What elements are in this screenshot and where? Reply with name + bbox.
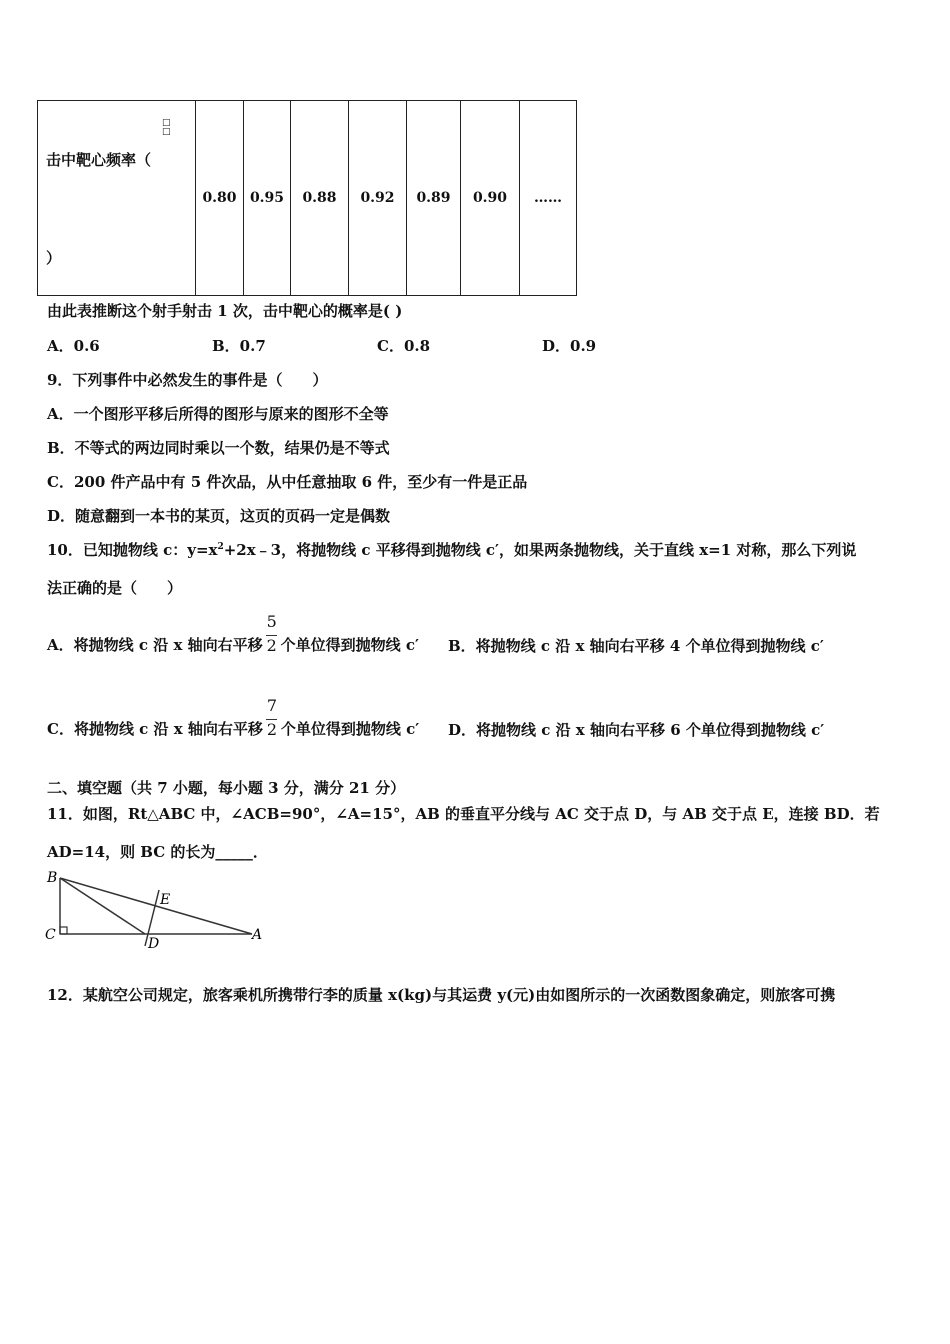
q10-stem-line2: 法正确的是（ ）	[47, 579, 183, 597]
table-row	[38, 101, 577, 296]
q8-stem: 由此表推断这个射手射击 1 次，击中靶心的概率是( )	[47, 302, 403, 320]
segment-ba	[60, 878, 252, 934]
q8-option-d: D．0.9	[542, 337, 597, 355]
q8-option-a: A．0.6	[47, 337, 100, 355]
q9-option-d: D．随意翻到一本书的某页，这页的页码一定是偶数	[47, 507, 391, 525]
frequency-table	[37, 100, 577, 296]
table-cell: 0.92	[349, 101, 407, 296]
q11-line2: AD=14，则 BC 的长为_____．	[47, 843, 268, 861]
q9-option-b: B．不等式的两边同时乘以一个数，结果仍是不等式	[47, 439, 390, 457]
right-angle-marker	[60, 927, 67, 934]
table-cell: ……	[520, 101, 577, 296]
q10-stem-part-b: +2x﹣3，将抛物线 c 平移得到抛物线 c′，如果两条抛物线，关于直线 x=1 对称，那么下列说	[223, 541, 857, 559]
fraction-numerator: 5	[266, 612, 277, 631]
table-header-box-glyph: □ □	[162, 118, 171, 137]
table-cell: 0.89	[407, 101, 461, 296]
q8-option-c: C．0.8	[377, 337, 431, 355]
q10-stem-part-a: 10．已知抛物线 c：y=x	[47, 541, 218, 559]
label-d: D	[148, 936, 160, 952]
q10-stem	[47, 539, 856, 560]
q9-option-c: C．200 件产品中有 5 件次品，从中任意抽取 6 件，至少有一件是正品	[47, 473, 528, 491]
q9-option-a: A．一个图形平移后所得的图形与原来的图形不全等	[47, 405, 389, 423]
table-cell: 0.90	[461, 101, 520, 296]
fraction	[265, 612, 279, 666]
q10-option-b: B．将抛物线 c 沿 x 轴向右平移 4 个单位得到抛物线 c′	[448, 637, 824, 655]
label-b: B	[47, 870, 58, 886]
q11-line1: 11．如图，Rt△ABC 中，∠ACB=90°，∠A=15°，AB 的垂直平分线与 AC 交于点 D，与 AB 交于点 E，连接 BD．若	[47, 805, 880, 823]
fraction	[265, 696, 279, 750]
q10-option-a-text-tail: 个单位得到抛物线 c′	[280, 636, 419, 654]
label-a: A	[252, 927, 263, 943]
q8-option-b: B．0.7	[212, 337, 266, 355]
table-cell: 0.80	[196, 101, 244, 296]
triangle-figure	[42, 866, 267, 956]
section-heading: 二、填空题（共 7 小题，每小题 3 分，满分 21 分）	[47, 779, 406, 797]
table-cell: 0.95	[244, 101, 291, 296]
q10-option-d: D．将抛物线 c 沿 x 轴向右平移 6 个单位得到抛物线 c′	[448, 721, 825, 739]
q10-option-c-text: C．将抛物线 c 沿 x 轴向右平移	[47, 720, 263, 738]
table-header-cell	[38, 101, 196, 296]
fraction-numerator: 7	[266, 696, 278, 715]
q10-option-a-text: A．将抛物线 c 沿 x 轴向右平移	[47, 636, 263, 654]
table-header-label: 击中靶心频率（	[46, 151, 152, 169]
fraction-denominator: 2	[266, 720, 278, 739]
table-cell: 0.88	[291, 101, 349, 296]
q9-stem: 9．下列事件中必然发生的事件是（ ）	[47, 371, 328, 389]
q10-option-c	[47, 696, 420, 750]
segment-bd	[60, 878, 145, 934]
q10-option-a	[47, 612, 419, 666]
label-e: E	[160, 892, 171, 908]
fraction-denominator: 2	[266, 636, 277, 655]
table-header-tail: ）	[46, 249, 62, 267]
label-c: C	[45, 927, 56, 943]
q10-stem-superscript: 2	[217, 542, 224, 552]
q12-line1: 12．某航空公司规定，旅客乘机所携带行李的质量 x(kg)与其运费 y(元)由如图所示的一次函数图象确定，则旅客可携	[47, 986, 836, 1004]
q10-option-c-text-tail: 个单位得到抛物线 c′	[280, 720, 420, 738]
